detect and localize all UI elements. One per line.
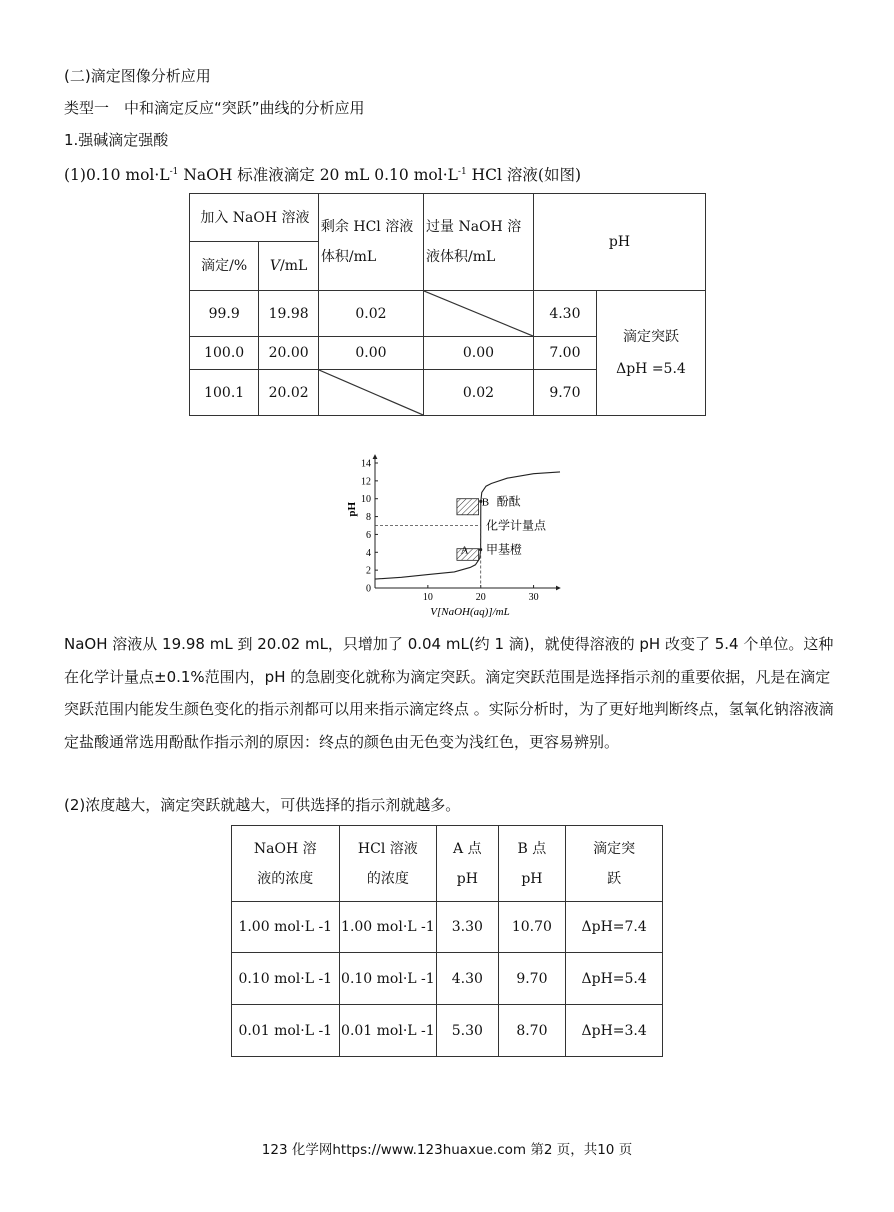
table-cell: 7.00 <box>533 337 596 370</box>
header-excess-naoh: 过量 NaOH 溶液体积/mL <box>424 194 534 291</box>
y-tick-label: 12 <box>361 476 371 488</box>
table-cell: 20.00 <box>259 337 319 370</box>
label-equivalence-point: 化学计量点 <box>486 518 547 533</box>
page-footer: 123 化学网https://www.123huaxue.com 第2 页，共10 页 <box>261 1142 633 1158</box>
intro-text-a: (1)0.10 mol·L <box>64 166 170 184</box>
label-methyl-orange: 甲基橙 <box>486 542 523 557</box>
section-heading: (二)滴定图像分析应用 <box>64 67 211 85</box>
table-cell: 9.70 <box>533 370 596 416</box>
table-cell: 4.30 <box>437 953 498 1005</box>
intro-text-b: NaOH 标准液滴定 20 mL 0.10 mol·L <box>178 166 458 184</box>
x-tick-label: 10 <box>422 592 433 603</box>
y-tick-label: 10 <box>361 494 371 506</box>
label-b: B <box>481 496 490 509</box>
table-cell: 0.00 <box>424 337 534 370</box>
y-tick-label: 14 <box>361 458 371 470</box>
table-cell: 20.02 <box>259 370 319 416</box>
intro-line <box>64 162 581 185</box>
table-cell: 5.30 <box>437 1005 498 1057</box>
y-tick-label: 4 <box>366 547 371 559</box>
header-a-ph: A 点 pH <box>437 826 498 902</box>
table-cell: ΔpH=3.4 <box>566 1005 663 1057</box>
point-a-marker <box>479 548 482 551</box>
header-remaining-hcl: 剩余 HCl 溶液体积/mL <box>318 194 423 291</box>
table-cell: 0.02 <box>318 291 423 337</box>
table-cell: 1.00 mol·L -1 <box>339 902 437 953</box>
intro-sup-2: -1 <box>457 167 467 177</box>
y-tick-label: 0 <box>366 583 371 595</box>
empty-diagonal-cell <box>424 291 534 337</box>
header-jump: 滴定突跃 <box>566 826 663 902</box>
table-cell: 10.70 <box>498 902 566 953</box>
table-cell: 0.02 <box>424 370 534 416</box>
table-cell: ΔpH=7.4 <box>566 902 663 953</box>
x-tick-label: 30 <box>528 592 539 603</box>
intro-text-c: HCl 溶液(如图) <box>466 166 581 184</box>
table-cell: 4.30 <box>533 291 596 337</box>
indicator-band-b <box>457 499 479 515</box>
empty-diagonal-cell <box>318 370 423 416</box>
table-cell: 0.10 mol·L -1 <box>232 953 340 1005</box>
x-axis-label: V[NaOH(aq)]/mL <box>430 606 510 618</box>
titration-curve-chart <box>330 448 570 626</box>
table-cell: 19.98 <box>259 291 319 337</box>
header-percent: 滴定/% <box>190 242 259 291</box>
sub-heading: 1.强碱滴定强酸 <box>64 131 169 149</box>
jump-cell: 滴定突跃 ΔpH =5.4 <box>596 291 705 416</box>
label-a: A <box>460 544 469 557</box>
header-volume-symbol: V <box>269 258 281 274</box>
concentration-paragraph: (2)浓度越大，滴定突跃就越大，可供选择的指示剂就越多。 <box>64 796 461 814</box>
type-heading: 类型一 中和滴定反应“突跃”曲线的分析应用 <box>64 99 365 117</box>
intro-sup-1: -1 <box>169 167 179 177</box>
header-naoh-conc: NaOH 溶液的浓度 <box>232 826 340 902</box>
y-tick-label: 2 <box>366 565 371 577</box>
explanation-paragraph: NaOH 溶液从 19.98 mL 到 20.02 mL，只增加了 0.04 mL(约 1 滴)，就使得溶液的 pH 改变了 5.4 个单位。这种在化学计量点±0.1%范围内，pH 的急剧变化就称为滴定突跃。滴定突跃范围是选择指示剂的重要依据，凡是在滴定突跃范围内能发生颜色变化的指示剂都可以用来指示滴定终点 。实际分析时，为了更好地判断终点，氢氧化钠溶液滴定盐酸通常选用酚酞作指示剂的原因：终点的颜色由无色变为浅红色，更容易辨别。 <box>64 635 834 751</box>
concentration-table <box>231 825 663 1057</box>
x-tick-label: 20 <box>475 592 486 603</box>
table-cell: 0.00 <box>318 337 423 370</box>
table-cell: 0.10 mol·L -1 <box>339 953 437 1005</box>
table-cell: 100.1 <box>190 370 259 416</box>
header-hcl-conc: HCl 溶液的浓度 <box>339 826 437 902</box>
table-cell: 99.9 <box>190 291 259 337</box>
table-cell: ΔpH=5.4 <box>566 953 663 1005</box>
header-add-naoh: 加入 NaOH 溶液 <box>190 194 319 242</box>
table-cell: 100.0 <box>190 337 259 370</box>
header-volume <box>259 242 319 291</box>
titration-table <box>189 193 706 416</box>
header-volume-unit: /mL <box>280 258 308 274</box>
header-ph: pH <box>533 194 705 291</box>
y-tick-label: 8 <box>366 512 371 524</box>
table-cell: 0.01 mol·L -1 <box>339 1005 437 1057</box>
table-cell: 9.70 <box>498 953 566 1005</box>
table-cell: 0.01 mol·L -1 <box>232 1005 340 1057</box>
header-b-ph: B 点 pH <box>498 826 566 902</box>
table-cell: 3.30 <box>437 902 498 953</box>
y-axis-label: pH <box>346 501 358 517</box>
label-phenolphthalein: 酚酞 <box>496 494 521 509</box>
table-cell: 8.70 <box>498 1005 566 1057</box>
y-tick-label: 6 <box>366 529 371 541</box>
table-cell: 1.00 mol·L -1 <box>232 902 340 953</box>
